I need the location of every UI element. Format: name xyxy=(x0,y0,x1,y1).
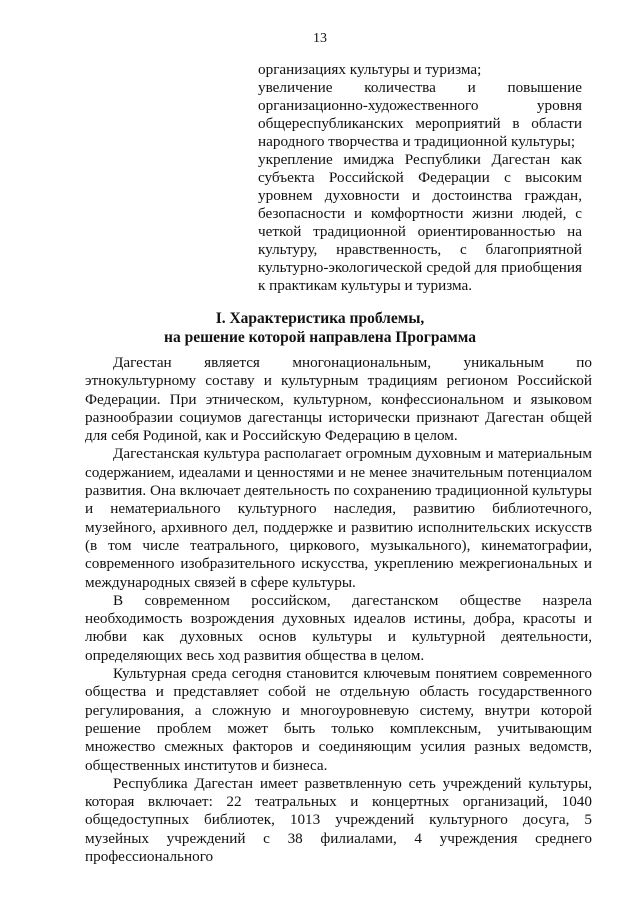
goal-item: увеличение количества и повышение организационно-художественного уровня общереспубликанских мероприятий в области народного творчества и традиционной культуры; xyxy=(258,79,582,150)
section-heading xyxy=(0,309,640,347)
goals-list xyxy=(258,61,582,295)
body-paragraph: Дагестан является многонациональным, уникальным по этнокультурному составу и культурным традициям регионом Российской Федерации. При этническом, культурном, конфессиональном и языковом разнообразии социумов дагестанцы исторически признают Дагестан общей для себя Родиной, как и Российскую Федерацию в целом. xyxy=(85,354,592,445)
body-paragraph: В современном российском, дагестанском обществе назрела необходимость возрождения духовных идеалов истины, добра, красоты и любви как духовных основ культуры и культурной деятельности, определяющих весь ход развития общества в целом. xyxy=(85,591,592,664)
goal-item: организациях культуры и туризма; xyxy=(258,61,482,78)
section-body xyxy=(85,354,592,866)
section-heading-line: на решение которой направлена Программа xyxy=(164,329,476,346)
goal-item: укрепление имиджа Республики Дагестан как субъекта Российской Федерации с высоким уровнем духовности и достоинства граждан, безопасности и комфортности жизни людей, с четкой традиционной ориентированностью на культуру, нравственность, с благоприятной культурно-экологической средой для приобщения к практикам культуры и туризма. xyxy=(258,151,582,294)
body-paragraph: Республика Дагестан имеет разветвленную сеть учреждений культуры, которая включает: 22 театральных и концертных организаций, 1040 общедоступных библиотек, 1013 учреждений культурного досуга, 5 музейных учреждений с 38 филиалами, 4 учреждения среднего профессионального xyxy=(85,774,592,866)
page-number: 13 xyxy=(313,31,327,46)
section-heading-line: I. Характеристика проблемы, xyxy=(215,310,425,327)
body-paragraph: Культурная среда сегодня становится ключевым понятием современного общества и представляет собой не отдельную область государственного регулирования, а сложную и многоуровневую систему, внутри которой решение проблем может быть только комплексным, учитывающим множество смежных факторов и соединяющим усилия разных ведомств, общественных институтов и бизнеса. xyxy=(85,665,592,774)
body-paragraph: Дагестанская культура располагает огромным духовным и материальным содержанием, идеалами и ценностями и не менее значительным потенциалом развития. Она включает деятельность по сохранению традиционной культуры и нематериального культурного наследия, развитию библиотечного, музейного, архивного дел, поддержке и развитию исполнительских искусств (в том числе театрального, циркового, музыкального), кинематографии, современного изобразительного искусства, укреплению межрегиональных и международных связей в сфере культуры. xyxy=(85,445,592,591)
